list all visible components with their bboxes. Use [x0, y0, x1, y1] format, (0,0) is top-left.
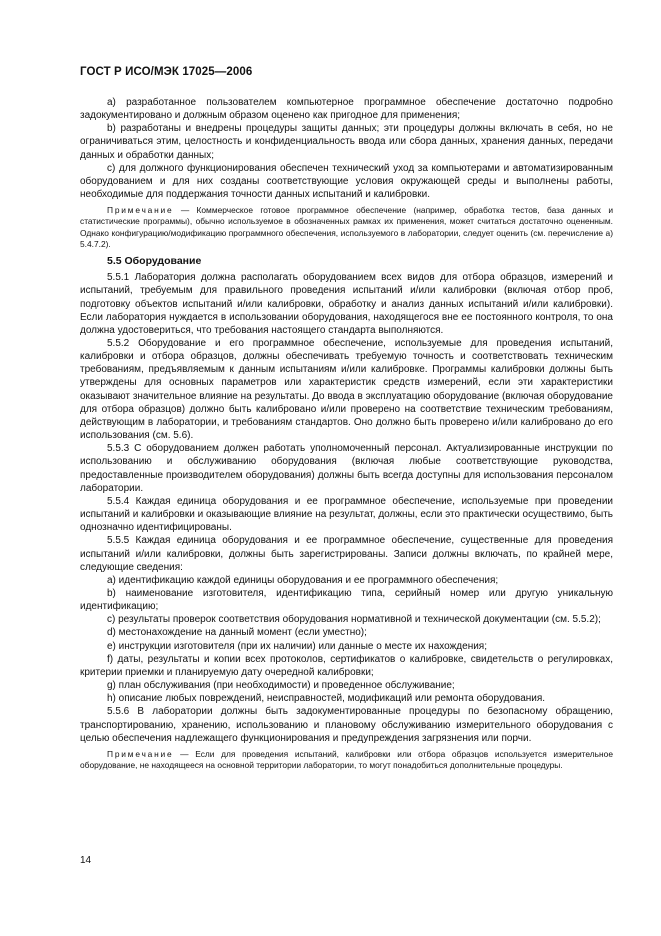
list-item: h) описание любых повреждений, неисправностей, модификаций или ремонта оборудования.: [107, 693, 546, 705]
page-number: 14: [80, 855, 92, 866]
list-item: f) даты, результаты и копии всех протоколов, сертификатов о калибровке, свидетельств о регулировках, критерии приемки и планируемую дату очередной калибровки;: [80, 653, 613, 678]
paragraph-5-5-6: 5.5.6 В лаборатории должны быть задокументированные процедуры по безопасному обращению, транспортированию, хранению, использованию и плановому обслуживанию измерительного оборудования с целью обеспечения надлежащего функционирования и предупреждения загрязнения или порчи.: [80, 706, 613, 744]
list-item: b) наименование изготовителя, идентификацию типа, серийный номер или другую уникальную идентификацию;: [80, 587, 613, 613]
note-text: — Если для проведения испытаний, калибровки или отбора образцов используется измерительное оборудование, не находящееся на основной территории лаборатории, то могут понадобиться дополнительные процедуры.: [80, 748, 613, 771]
list-item: e) инструкции изготовителя (при их наличии) или данные о месте их нахождения;: [107, 640, 487, 652]
paragraph-5-5-2: 5.5.2 Оборудование и его программное обеспечение, используемые для проведения испытаний, калибровки и отбора образцов, должны обеспечивать требуемую точность и соответствовать техническим требованиям, предъявляемым к данным испытаниям и/или калибровке. Программы калибровки должны быть утверждены для основных параметров или характеристик средств измерений, если эти характеристики оказывают значительное влияние на результаты. До ввода в эксплуатацию оборудование (включая оборудование для отбора образцов) должно быть калибровано и/или проверено на соответствие техническим требованиям, действующим в лаборатории, и требованиям стандартов. Оно должно быть проверено и/или калибровано до его использования (см. 5.6).: [80, 338, 613, 442]
list-item: b) разработаны и внедрены процедуры защиты данных; эти процедуры должны включать в себя, но не ограничиваться этим, целостность и конфиденциальность ввода или сбора данных, хранения данных, передачи данных и обработки данных;: [80, 123, 613, 161]
list-item: g) план обслуживания (при необходимости) и проведенное обслуживание;: [107, 680, 455, 692]
note-text: — Коммерческое готовое программное обеспечение (например, обработка тестов, база данных и статистические программы), обычно используемое в обозначенных рамках их применения, может считаться достаточно оцененным. Однако конфигурацию/модификацию программного обеспечения, используемого в лаборатории, следует оценить (см. перечисление а) 5.4.7.2).: [80, 205, 613, 249]
list-item: d) местонахождение на данный момент (если уместно);: [107, 627, 367, 639]
paragraph-5-5-1: 5.5.1 Лаборатория должна располагать оборудованием всех видов для отбора образцов, измерений и испытаний, требуемым для правильного проведения испытаний и/или калибровки (включая отбор проб, подготовку объектов испытаний и/или калибровки, обработку и анализ данных испытаний и/или калибровки). Если лаборатория нуждается в использовании оборудования, находящегося вне ее постоянного контроля, то она должна удостовериться, что требования настоящего стандарта выполняются.: [80, 272, 613, 336]
list-item: а) идентификацию каждой единицы оборудования и ее программного обеспечения;: [107, 574, 499, 586]
list-item: а) разработанное пользователем компьютерное программное обеспечение достаточно подробно задокументировано и должным образом оценено как пригодное для применения;: [80, 97, 613, 122]
note-label: Примечание: [107, 205, 174, 216]
paragraph-5-5-3: 5.5.3 С оборудованием должен работать уполномоченный персонал. Актуализированные инструкции по использованию и обслуживанию оборудования (включая любые соответствующие руководства, предоставленные производителем оборудования) должны быть всегда доступны для использования персоналом лаборатории.: [80, 443, 613, 494]
paragraph-5-5-4: 5.5.4 Каждая единица оборудования и ее программное обеспечение, используемые при проведении испытаний и калибровки и оказывающие влияние на результат, должны, если это практически осуществимо, быть однозначно идентифицированы.: [80, 495, 613, 534]
list-item: c) для должного функционирования обеспечен технический уход за компьютерами и автоматизированным оборудованием и для них созданы соответствующие условия окружающей среды и выполнены работы, необходимые для поддержания точности данных испытаний и калибровки.: [80, 162, 613, 201]
section-heading: 5.5 Оборудование: [107, 255, 202, 268]
note-1: [80, 205, 613, 250]
page-content: [80, 96, 613, 776]
note-2: [80, 749, 613, 771]
note-label: Примечание: [107, 748, 174, 759]
paragraph-5-5-5: 5.5.5 Каждая единица оборудования и ее программное обеспечение, существенные для проведения испытаний и/или калибровки, должны быть зарегистрированы. Записи должны включать, по крайней мере, следующие сведения:: [80, 535, 613, 573]
document-header: ГОСТ Р ИСО/МЭК 17025—2006: [80, 66, 253, 78]
list-item: c) результаты проверок соответствия оборудования нормативной и технической документации (см. 5.5.2);: [107, 614, 601, 626]
